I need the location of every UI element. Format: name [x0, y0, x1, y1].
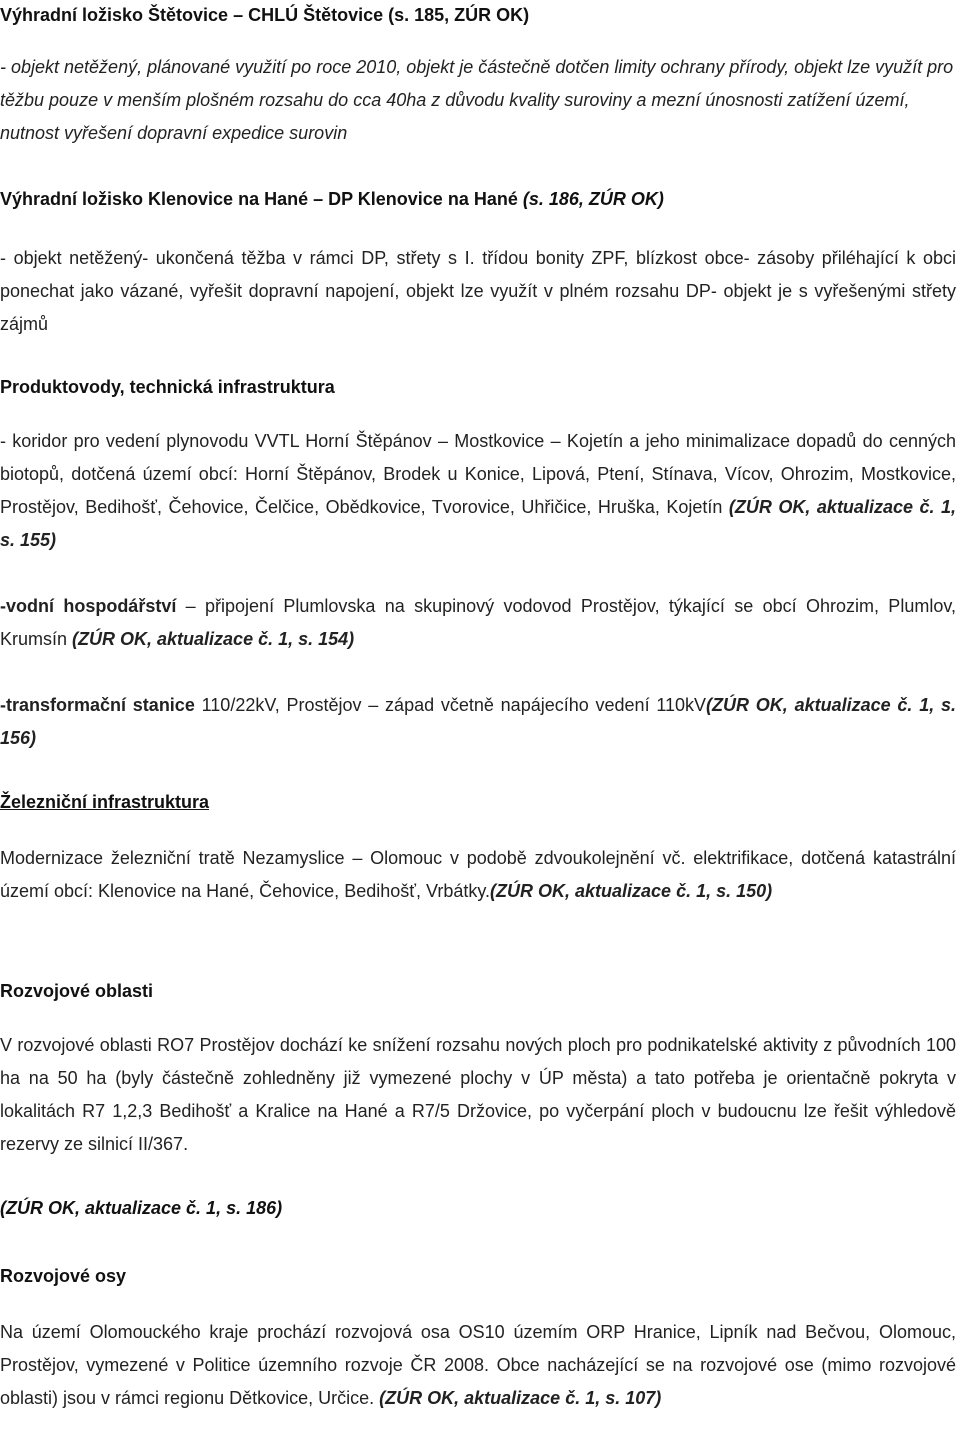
paragraph-zeleznicni: [0, 842, 956, 908]
heading-klenovice: [0, 183, 956, 216]
paragraph-transformacni-stanice: [0, 689, 956, 755]
paragraph-produktovody: [0, 425, 956, 557]
heading-rozvojove-oblasti: Rozvojové oblasti: [0, 981, 154, 1001]
paragraph-klenovice: - objekt netěžený- ukončená těžba v rámci DP, střety s I. třídou bonity ZPF, blízkost obce- zásoby přiléhající k obci ponechat jako vázané, vyřešit dopravní napojení, objekt lze využít v plném rozsahu DP- objekt je s vyřešenými střety zájmů: [0, 248, 956, 334]
vodni-ref: (ZÚR OK, aktualizace č. 1, s. 154): [72, 629, 355, 649]
rozvojove-oblasti-ref: [0, 1192, 956, 1225]
heading-rozvojove-osy: Rozvojové osy: [0, 1266, 127, 1286]
heading-zeleznicni: Železniční infrastruktura: [0, 792, 210, 812]
heading-klenovice-ref: (s. 186, ZÚR OK): [522, 189, 664, 209]
paragraph-rozvojove-oblasti: V rozvojové oblasti RO7 Prostějov dochází ke snížení rozsahu nových ploch pro podnikatelské aktivity z původních 100 ha na 50 ha (byly částečně zohledněny již vymezené plochy v ÚP města) a tato potřeba je orientačně pokryta v lokalitách R7 1,2,3 Bedihošť a Kralice na Hané a R7/5 Držovice, po vyčerpání ploch v budoucnu lze řešit výhledově rezervy ze silnicí II/367.: [0, 1035, 956, 1154]
transformacni-text: 110/22kV, Prostějov – západ včetně napájecího vedení 110kV: [194, 695, 707, 715]
heading-klenovice-main: Výhradní ložisko Klenovice na Hané – DP Klenovice na Hané: [0, 189, 523, 209]
produktovody-ref: (ZÚR OK, aktualizace č. 1, s. 155): [0, 497, 957, 550]
rozvojove-osy-ref: (ZÚR OK, aktualizace č. 1, s. 107): [379, 1388, 662, 1408]
zeleznicni-ref: (ZÚR OK, aktualizace č. 1, s. 150): [490, 881, 773, 901]
rozvojove-osy-text: Na území Olomouckého kraje prochází rozvojová osa OS10 územím ORP Hranice, Lipník nad Bečvou, Olomouc, Prostějov, vymezené v Politice územního rozvoje ČR 2008. Obce nacházející se na rozvojové ose (mimo rozvojové oblasti) jsou v rámci regionu Dětkovice, Určice.: [0, 1322, 956, 1408]
heading-produktovody: Produktovody, technická infrastruktura: [0, 377, 335, 397]
vodni-lead: -vodní hospodářství: [0, 596, 177, 616]
paragraph-stetovice: - objekt netěžený, plánované využití po roce 2010, objekt je částečně dotčen limity ochrany přírody, objekt lze využít pro těžbu pouze v menším plošném rozsahu do cca 40ha z důvodu kvality suroviny a mezní únosnosti zatížení území, nutnost vyřešení dopravní expedice surovin: [0, 57, 954, 143]
transformacni-ref: (ZÚR OK, aktualizace č. 1, s. 156): [0, 695, 956, 748]
produktovody-text: - koridor pro vedení plynovodu VVTL Horní Štěpánov – Mostkovice – Kojetín a jeho minimalizace dopadů do cenných biotopů, dotčená území obcí: Horní Štěpánov, Brodek u Konice, Lipová, Ptení, Stínava, Vícov, Ohrozim, Mostkovice, Prostějov, Bedihošť, Čehovice, Čelčice, Obědkovice, Tvorovice, Uhřičice, Hruška, Kojetín: [0, 431, 956, 517]
paragraph-rozvojove-osy: [0, 1316, 956, 1415]
vodni-text: – připojení Plumlovska na skupinový vodovod Prostějov, týkající se obcí Ohrozim, Plumlov, Krumsín: [0, 596, 956, 649]
transformacni-lead: -transformační stanice: [0, 695, 195, 715]
heading-stetovice: Výhradní ložisko Štětovice – CHLÚ Štětovice (s. 185, ZÚR OK): [0, 5, 530, 25]
rozvojove-oblasti-ref-text: (ZÚR OK, aktualizace č. 1, s. 186): [0, 1198, 283, 1218]
zeleznicni-text: Modernizace železniční tratě Nezamyslice – Olomouc v podobě zdvoukolejnění vč. elektrifikace, dotčená katastrální území obcí: Klenovice na Hané, Čehovice, Bedihošť, Vrbátky.: [0, 848, 956, 901]
paragraph-vodni-hospodarstvi: [0, 590, 956, 656]
